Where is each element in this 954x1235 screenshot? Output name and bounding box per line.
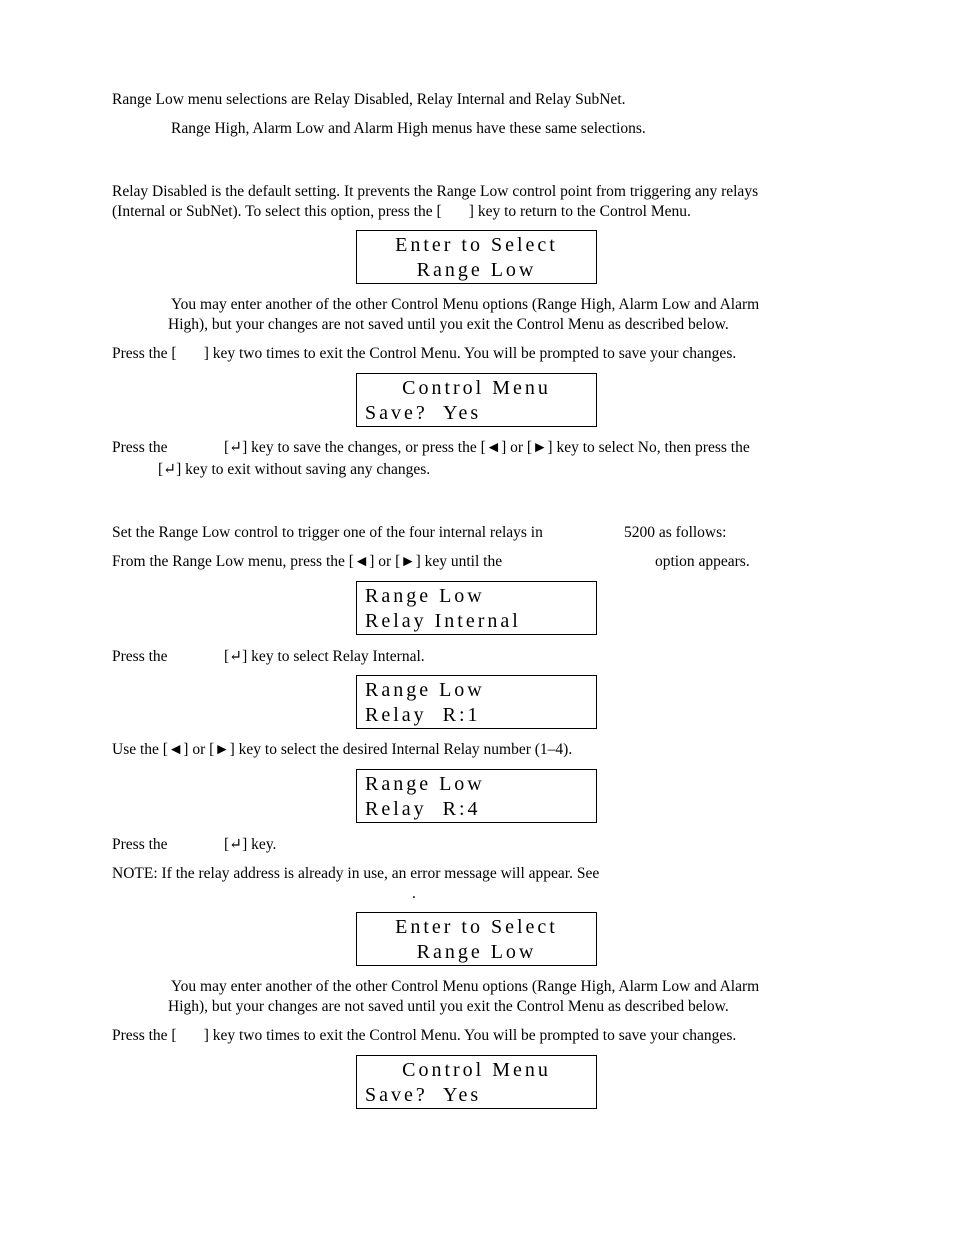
lcd-line-2: Range Low	[416, 259, 537, 281]
paragraph-exit-control-menu: Press the [ ] key two times to exit the Control Menu. You will be prompted to save your changes.	[112, 345, 737, 362]
paragraph-other-options-line1: You may enter another of the other Control Menu options (Range High, Alarm Low and Alarm	[171, 296, 760, 313]
paragraph-relay-disabled-line1: Relay Disabled is the default setting. It prevents the Range Low control point from triggering any relays	[112, 183, 759, 200]
paragraph-select-relay-internal-prefix: Press the	[112, 648, 168, 665]
paragraph-other-options-2-line2: High), but your changes are not saved until you exit the Control Menu as described below.	[168, 998, 729, 1015]
paragraph-note-address-in-use: NOTE: If the relay address is already in use, an error message will appear. See	[112, 865, 600, 882]
lcd-line-2: Relay R:1	[365, 704, 481, 726]
paragraph-press-enter-prefix: Press the	[112, 836, 168, 853]
lcd-display-relay-internal	[356, 581, 597, 635]
paragraph-other-options-line2: High), but your changes are not saved until you exit the Control Menu as described below.	[168, 316, 729, 333]
lcd-line-2: Save? Yes	[365, 1084, 482, 1106]
paragraph-select-relay-number: Use the [◄] or [►] key to select the desired Internal Relay number (1–4).	[112, 741, 573, 758]
lcd-line-1: Range Low	[365, 679, 485, 701]
paragraph-select-relay-internal: [↵] key to select Relay Internal.	[224, 648, 425, 665]
lcd-line-1: Range Low	[365, 773, 485, 795]
paragraph-save-changes-prefix: Press the	[112, 439, 168, 456]
lcd-display-relay-r1	[356, 675, 597, 729]
paragraph-relay-disabled-line2: (Internal or SubNet). To select this option, press the [ ] key to return to the Control Menu.	[112, 203, 691, 220]
paragraph-set-range-low-prefix: Set the Range Low control to trigger one of the four internal relays in	[112, 524, 543, 541]
paragraph-range-low-selections: Range Low menu selections are Relay Disabled, Relay Internal and Relay SubNet.	[112, 91, 626, 108]
paragraph-exit-control-menu-2: Press the [ ] key two times to exit the Control Menu. You will be prompted to save your changes.	[112, 1027, 737, 1044]
paragraph-press-enter: [↵] key.	[224, 836, 277, 853]
lcd-line-2: Relay Internal	[365, 610, 521, 632]
lcd-display-relay-r4	[356, 769, 597, 823]
lcd-line-1: Range Low	[365, 585, 485, 607]
lcd-display-enter-to-select	[356, 230, 597, 284]
lcd-display-enter-to-select-2	[356, 912, 597, 966]
paragraph-save-changes-line2: [↵] key to exit without saving any changes.	[158, 461, 431, 478]
paragraph-from-range-low-prefix: From the Range Low menu, press the [◄] or [►] key until the	[112, 553, 503, 570]
paragraph-set-range-low-suffix: 5200 as follows:	[624, 524, 727, 541]
lcd-line-2: Range Low	[416, 941, 537, 963]
lcd-display-control-menu-save-2	[356, 1055, 597, 1109]
lcd-line-1: Control Menu	[402, 1059, 551, 1081]
paragraph-from-range-low-suffix: option appears.	[655, 553, 750, 570]
lcd-line-2: Relay R:4	[365, 798, 481, 820]
paragraph-save-changes-line1: [↵] key to save the changes, or press the [◄] or [►] key to select No, then press the	[224, 439, 750, 456]
lcd-line-1: Enter to Select	[395, 234, 558, 256]
lcd-display-control-menu-save	[356, 373, 597, 427]
lcd-line-1: Control Menu	[402, 377, 551, 399]
paragraph-note-period: .	[412, 885, 416, 902]
lcd-line-2: Save? Yes	[365, 402, 482, 424]
lcd-line-1: Enter to Select	[395, 916, 558, 938]
paragraph-other-options-2-line1: You may enter another of the other Control Menu options (Range High, Alarm Low and Alarm	[171, 978, 760, 995]
paragraph-same-selections-note: Range High, Alarm Low and Alarm High menus have these same selections.	[171, 120, 646, 137]
